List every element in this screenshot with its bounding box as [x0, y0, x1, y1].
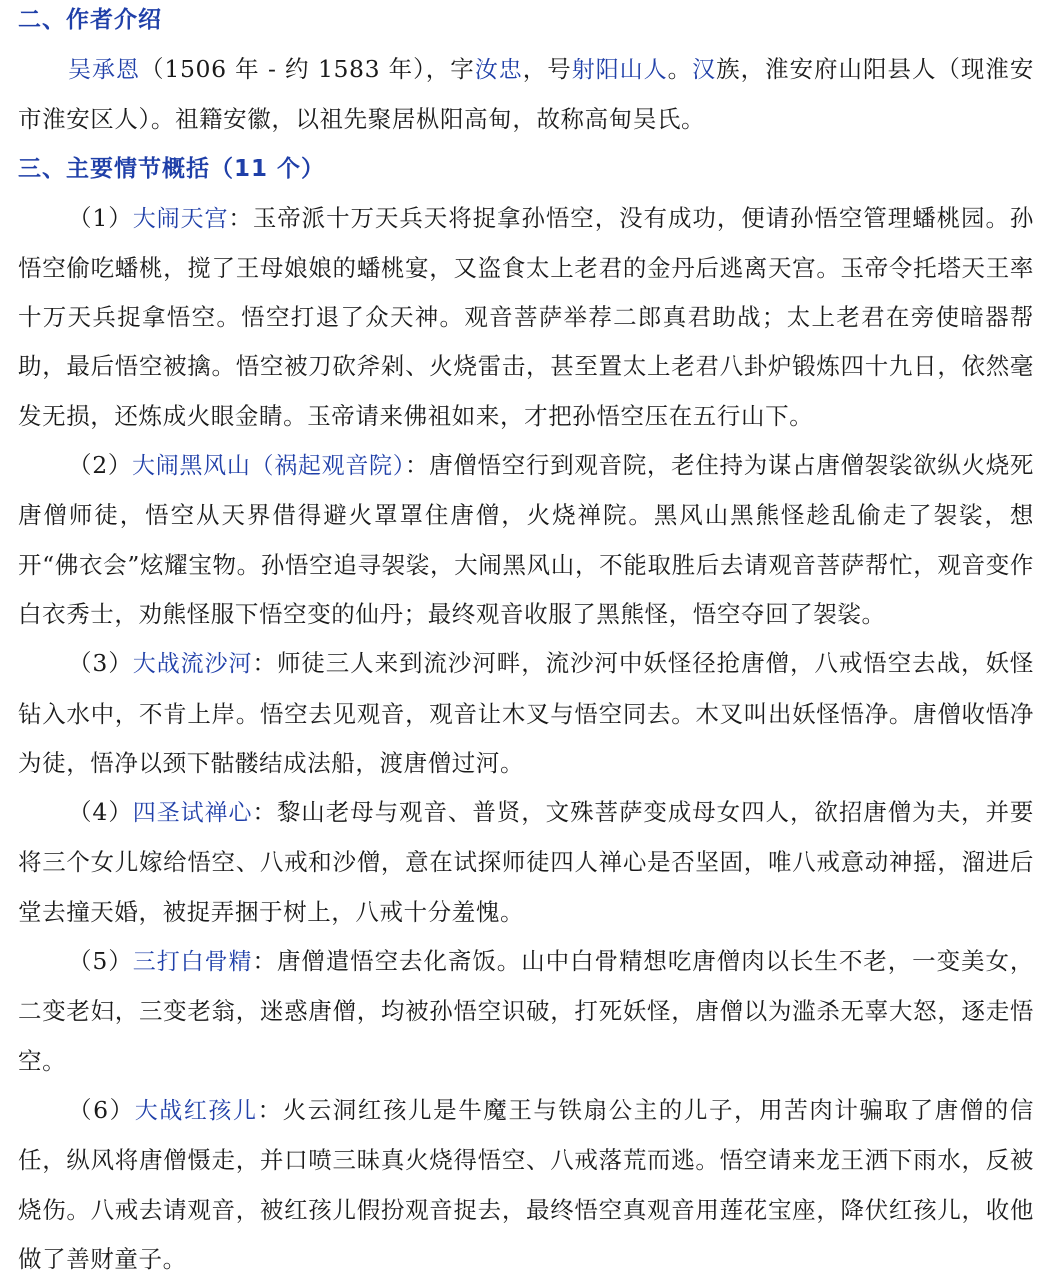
author-art-name: 射阳山人	[571, 57, 668, 83]
plot-title: 大战红孩儿	[134, 1097, 258, 1124]
author-text-2: ，号	[522, 55, 572, 83]
section-heading-author: 二、作者介绍	[18, 7, 162, 33]
author-intro-paragraph	[18, 45, 1034, 145]
plot-title: 大闹黑风山（祸起观音院）	[132, 453, 405, 480]
plot-number: （6）	[68, 1095, 135, 1124]
plot-number: （3）	[68, 649, 133, 678]
plot-paragraph-4	[18, 788, 1034, 937]
plot-paragraph-2	[18, 441, 1034, 639]
plot-paragraph-5	[18, 937, 1034, 1086]
plot-paragraph-3	[18, 639, 1034, 788]
author-courtesy-name: 汝忠	[474, 57, 523, 83]
author-text-1: （1506 年 - 约 1583 年），字	[139, 55, 475, 83]
plot-number: （1）	[68, 203, 133, 232]
author-ethnicity: 汉	[692, 57, 717, 83]
plot-title: 三打白骨精	[132, 949, 253, 976]
plot-title: 大战流沙河	[132, 651, 253, 678]
plot-paragraph-1	[18, 194, 1034, 441]
plot-number: （4）	[68, 798, 133, 827]
author-text-3: 。	[667, 55, 693, 83]
plot-title: 四圣试禅心	[132, 800, 253, 827]
section-heading-plots: 三、主要情节概括（11 个）	[18, 155, 326, 182]
plot-text: ：黎山老母与观音、普贤，文殊菩萨变成母女四人，欲招唐僧为夫，并要将三个女儿嫁给悟空、八戒和沙僧，意在试探师徒四人禅心是否坚固，唯八戒意动神摇，溜进后堂去撞天婚，被捉弄捆于树上，八戒十分羞愧。	[18, 798, 1034, 926]
plot-text: ：火云洞红孩儿是牛魔王与铁扇公主的儿子，用苦肉计骗取了唐僧的信任，纵风将唐僧慑走，并口喷三昧真火烧得悟空、八戒落荒而逃。悟空请来龙王洒下雨水，反被烧伤。八戒去请观音，被红孩儿假扮观音捉去，最终悟空真观音用莲花宝座，降伏红孩儿，收他做了善财童子。	[18, 1095, 1034, 1273]
plot-number: （2）	[68, 451, 133, 480]
plot-title: 大闹天宫	[132, 205, 229, 232]
plot-text: ：唐僧遣悟空去化斋饭。山中白骨精想吃唐僧肉以长生不老，一变美女，二变老妇，三变老翁，迷惑唐僧，均被孙悟空识破，打死妖怪，唐僧以为滥杀无辜大怒，逐走悟空。	[18, 947, 1034, 1075]
plot-text: ：师徒三人来到流沙河畔，流沙河中妖怪径抢唐僧，八戒悟空去战，妖怪钻入水中，不肯上岸。悟空去见观音，观音让木叉与悟空同去。木叉叫出妖怪悟净。唐僧收悟净为徒，悟净以颈下骷髅结成法船，渡唐僧过河。	[18, 649, 1034, 777]
author-name: 吴承恩	[68, 57, 140, 83]
plot-text: ：玉帝派十万天兵天将捉拿孙悟空，没有成功，便请孙悟空管理蟠桃园。孙悟空偷吃蟠桃，搅了王母娘娘的蟠桃宴，又盗食太上老君的金丹后逃离天宫。玉帝令托塔天王率十万天兵捉拿悟空。悟空打退了众天神。观音菩萨举荐二郎真君助战；太上老君在旁使暗器帮助，最后悟空被擒。悟空被刀砍斧剁、火烧雷击，甚至置太上老君八卦炉锻炼四十九日，依然毫发无损，还炼成火眼金睛。玉帝请来佛祖如来，才把孙悟空压在五行山下。	[18, 203, 1034, 430]
plot-text: ：唐僧悟空行到观音院，老住持为谋占唐僧袈裟欲纵火烧死唐僧师徒，悟空从天界借得避火罩罩住唐僧，火烧禅院。黑风山黑熊怪趁乱偷走了袈裟，想开“佛衣会”炫耀宝物。孙悟空追寻袈裟，大闹黑风山，不能取胜后去请观音菩萨帮忙，观音变作白衣秀士，劝熊怪服下悟空变的仙丹；最终观音收服了黑熊怪，悟空夺回了袈裟。	[18, 451, 1034, 628]
plot-number: （5）	[68, 947, 133, 976]
plot-paragraph-6	[18, 1086, 1034, 1284]
author-text-4: 族，淮安府山阳县人（现淮安市淮安区人）。祖籍安徽，以祖先聚居枞阳高甸，故称高甸吴氏。	[18, 55, 1034, 134]
